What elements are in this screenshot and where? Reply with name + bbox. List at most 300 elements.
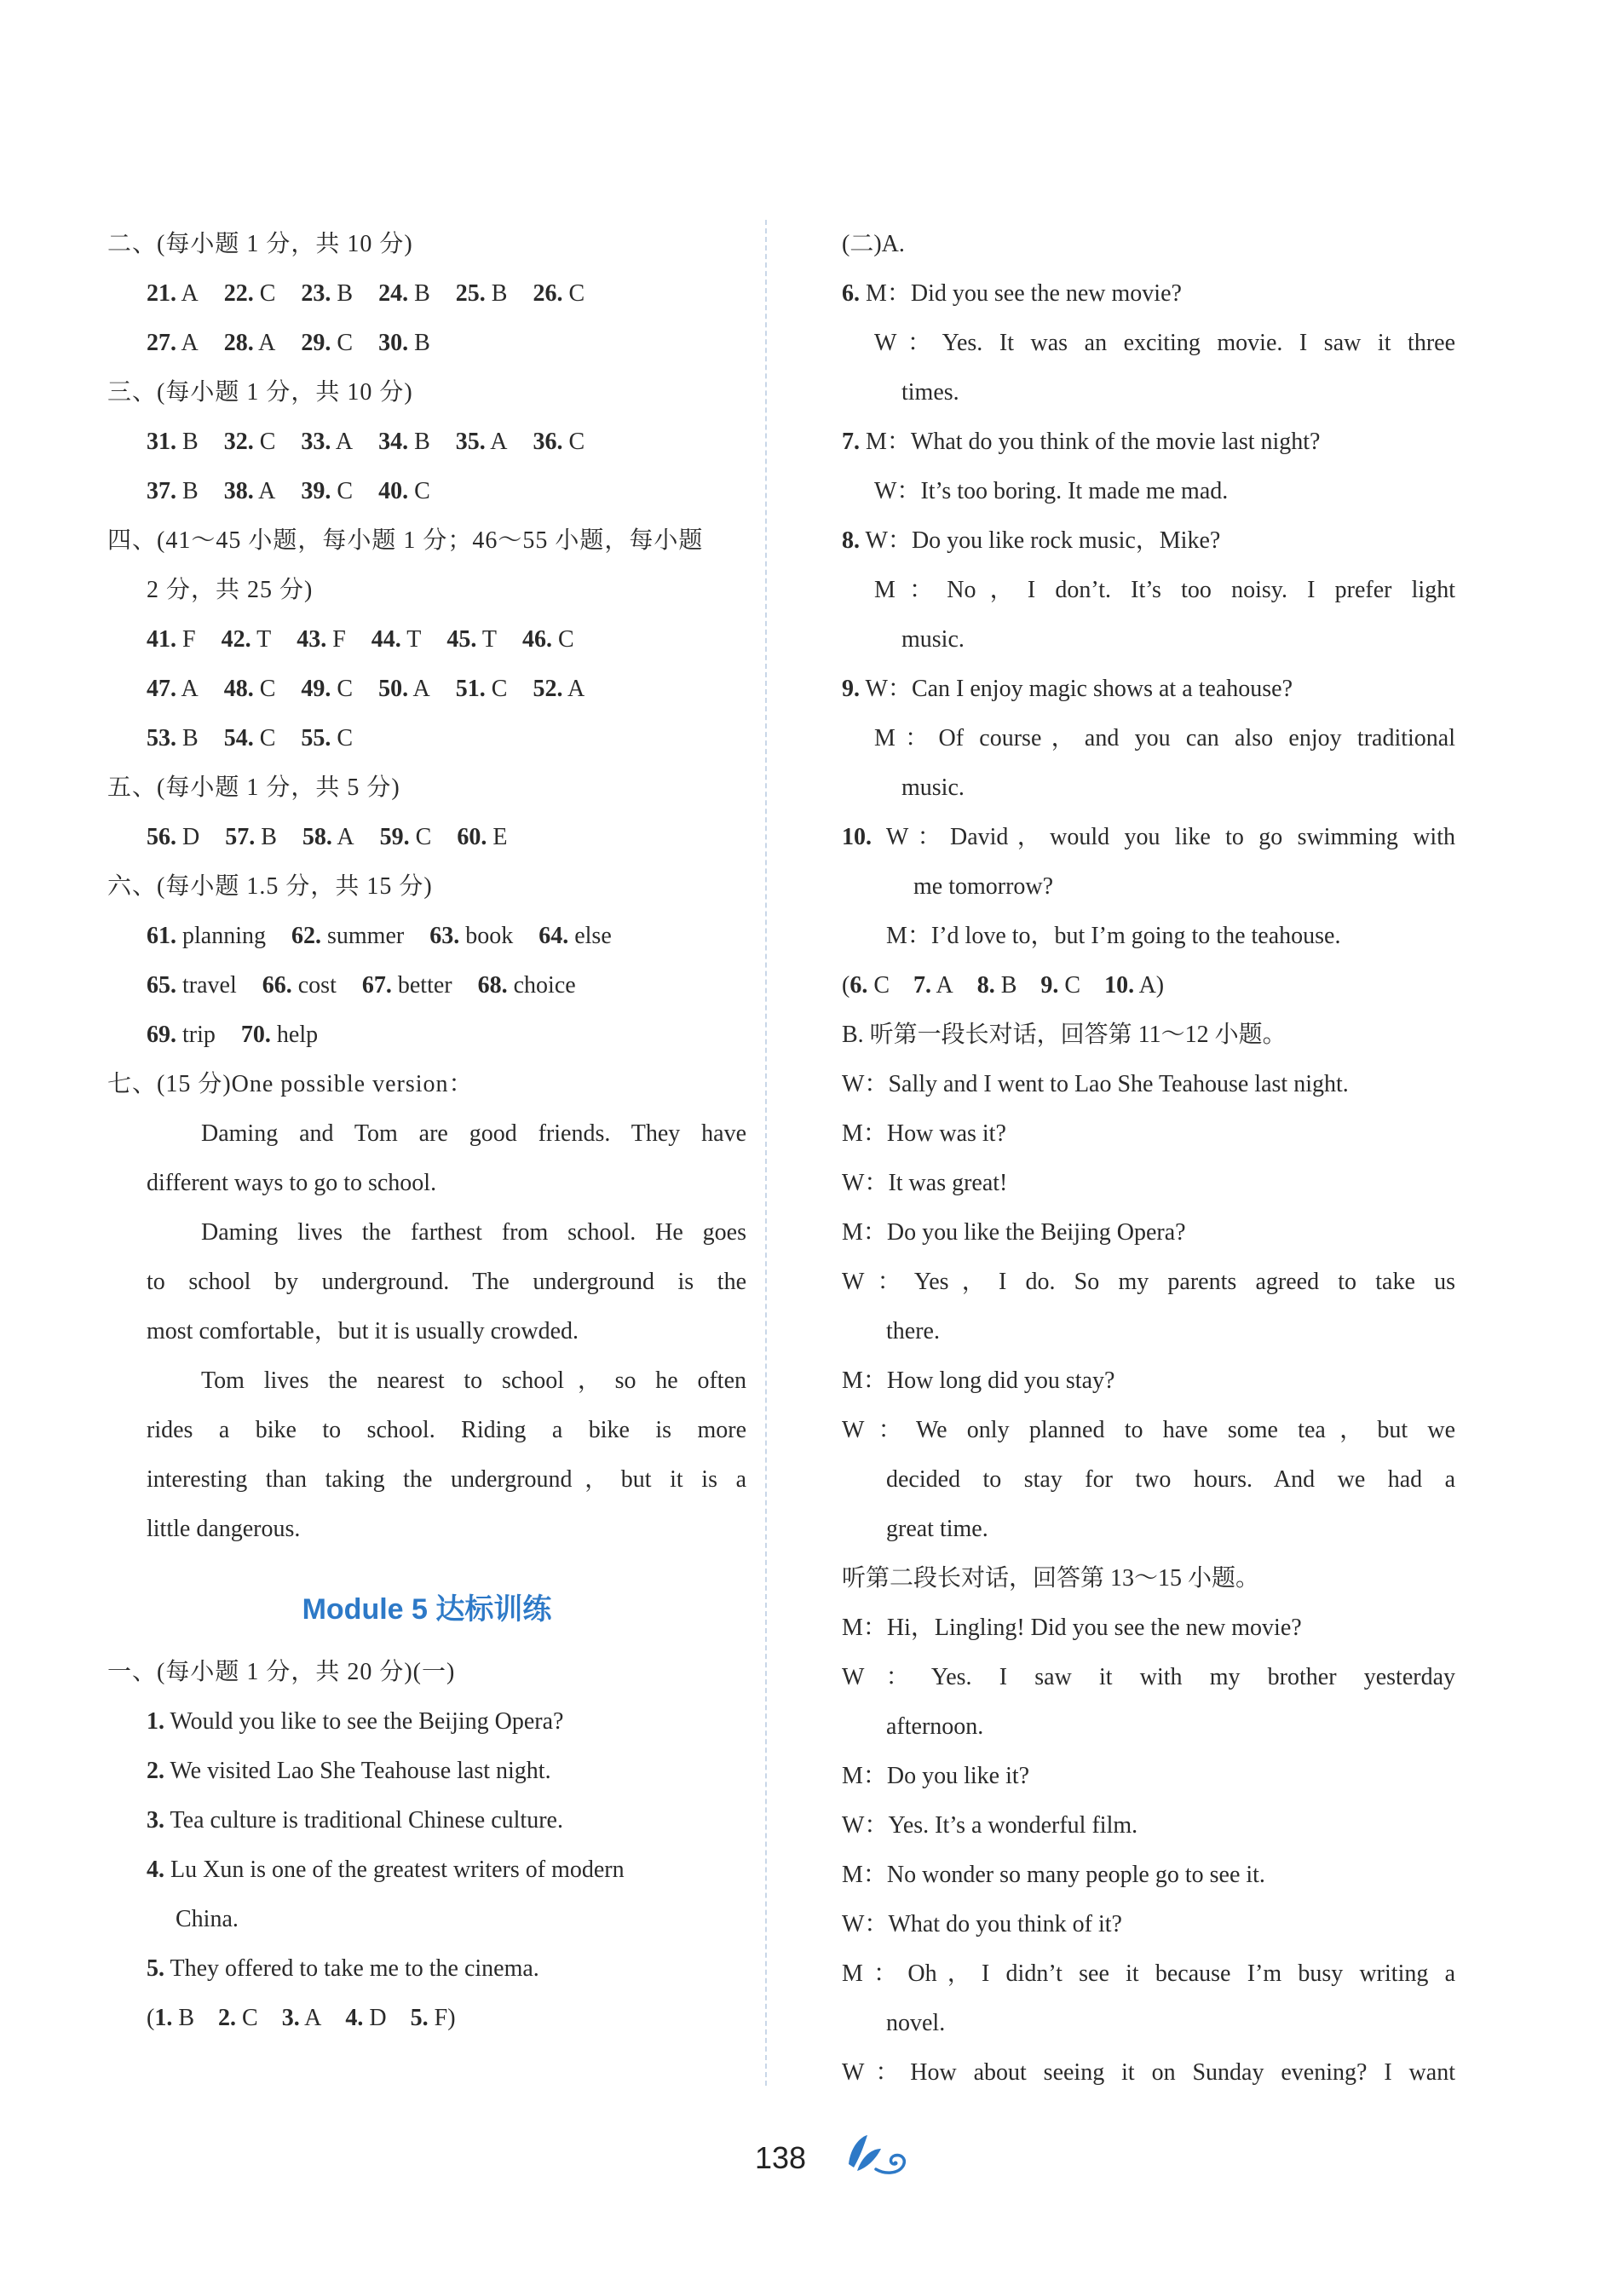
dialog-line [842,912,1455,961]
question-number: 56. [147,824,176,850]
question-number: 23. [301,280,331,307]
speaker: M： [842,1862,887,1888]
dialog-cont [842,1702,1455,1752]
answer-value: B [1000,972,1017,999]
section-heading-text: 四、(41～45 小题，每小题 1 分；46～55 小题，每小题 [107,527,704,554]
speaker: M： [842,1615,887,1641]
speaker: W： [865,676,912,702]
question-number: 10. [1104,972,1135,999]
answer-value: C [1064,972,1081,999]
answer-value: C [337,725,354,751]
speaker: W： [842,2059,911,2086]
answer-item [456,676,508,702]
question-number: 44. [371,626,401,653]
answer-item [533,429,585,455]
question-number: 7. [842,429,860,455]
answer-item [456,429,508,455]
dialog-cont [842,1307,1455,1356]
dialog-text: Do you like the Beijing Opera? [886,1219,1186,1246]
section-heading [107,1060,746,1109]
sentence-text: Would you like to see the Beijing Opera? [170,1708,564,1735]
essay-line [107,1406,746,1455]
dialog-text: Do you like it? [886,1763,1030,1789]
essay-line [107,1208,746,1258]
answer-item [538,923,612,949]
right-column [842,220,1455,2098]
dialog-text: It’s too boring. It made me mad. [920,478,1229,504]
question-number: 51. [455,676,486,702]
speaker: M： [866,280,911,307]
dialog-text: No，I don’t. It’s too noisy. I prefer light [947,577,1455,603]
answer-item [301,725,353,751]
answer-value: C [491,676,508,702]
sentence-text: They offered to take me to the cinema. [170,1955,539,1982]
answer-value: A [567,676,585,702]
answer-item [224,280,276,307]
answer-item [522,626,574,653]
section-heading-cont-text: 2 分，共 25 分) [147,577,314,603]
answer-row [107,615,746,665]
answer-item [241,1022,318,1048]
dialog-line [842,1851,1455,1900]
answer-value: C [568,429,585,455]
answer-value: A [258,478,276,504]
left-column [107,220,746,2043]
answer-item [222,626,272,653]
question-number: 63. [429,923,460,949]
question-number: 25. [455,280,486,307]
answer-row [107,912,746,961]
sentence-text: We visited Lao She Teahouse last night. [170,1758,551,1784]
dialog-text: What do you think of it? [888,1911,1122,1937]
answer-item [302,824,354,850]
speaker: W： [842,1911,889,1937]
sentence-line [107,1944,746,1994]
section-heading-text: 一、(每小题 1 分，共 20 分)(一) [107,1659,456,1685]
answer-value: F [434,2005,448,2031]
speaker: M： [874,725,939,751]
speaker: W： [842,1071,889,1097]
dialog-text: Yes. It was an exciting movie. I saw it three [942,330,1455,356]
answer-value: C [337,478,354,504]
answer-item [301,330,353,356]
question-number: 49. [301,676,331,702]
question-number: 28. [223,330,254,356]
answer-item [147,478,199,504]
answer-item [301,429,353,455]
essay-text: little dangerous. [147,1516,301,1542]
question-number: 24. [378,280,409,307]
section-heading [842,1554,1455,1603]
answer-value: B [491,280,508,307]
dialog-text: How long did you stay? [886,1367,1115,1394]
answer-item [378,429,430,455]
question-number: 67. [361,972,392,999]
speaker: M： [842,1960,908,1987]
dialog-line [842,1258,1455,1307]
dialog-line [842,1801,1455,1851]
answer-item [362,972,452,999]
answer-value: C [337,330,354,356]
answer-value: C [259,725,276,751]
question-number: 3. [281,2005,300,2031]
answer-value: help [276,1022,319,1048]
answer-value: B [261,824,277,850]
answer-value: B [182,725,199,751]
dialog-text: No wonder so many people go to see it. [886,1862,1265,1888]
dialog-line [842,1060,1455,1109]
question-number: 45. [446,626,477,653]
answer-value: A [181,676,199,702]
answer-value: C [568,280,585,307]
essay-line [107,1258,746,1307]
dialog-text: Of course，and you can also enjoy traditional [938,725,1455,751]
answer-value: trip [182,1022,216,1048]
answer-item [147,676,199,702]
question-number: 9. [1040,972,1059,999]
question-number: 48. [223,676,254,702]
dialog-cont [842,862,1455,912]
question-number: 70. [240,1022,271,1048]
dialog-text: It was great! [888,1170,1008,1196]
dialog-text: music. [901,626,965,653]
dialog-text: there. [886,1318,940,1344]
question-number: 41. [147,626,176,653]
answer-value: cost [297,972,337,999]
question-number: 8. [842,527,860,554]
answer-item [380,824,432,850]
section-heading [107,1648,746,1697]
module-title: Module 5 达标训练 [302,1593,552,1626]
answer-item [147,824,199,850]
page-number: 138 [754,2140,807,2175]
essay-text: to school by underground. The underground is the [147,1269,746,1295]
dialog-text: me tomorrow? [913,873,1054,900]
answer-value: A [181,330,199,356]
answer-value: T [481,626,497,653]
answer-value: planning [182,923,266,949]
answer-item [301,280,353,307]
answer-item [378,478,430,504]
answer-value: T [406,626,422,653]
answer-row [107,417,746,467]
answer-row [107,813,746,862]
question-number: 43. [297,626,327,653]
answer-value: C [259,676,276,702]
answer-value: D [182,824,200,850]
speaker: W： [874,330,942,356]
question-number: 35. [455,429,486,455]
answer-row [107,1994,746,2043]
answer-value: B [178,2005,195,2031]
answer-value: choice [513,972,576,999]
answer-row [842,961,1455,1010]
question-number: 21. [147,280,176,307]
essay-line [107,1159,746,1208]
dialog-line [842,1949,1455,1999]
dialog-line [842,516,1455,566]
question-number: 62. [291,923,321,949]
answer-row [107,1010,746,1060]
section-heading-text: 七、(15 分)One possible version： [107,1071,474,1097]
question-number: 6. [842,280,860,307]
sentence-text: Tea culture is traditional Chinese culture. [170,1807,563,1834]
sentence-line [107,1697,746,1747]
dialog-line [842,665,1455,714]
dialog-line [842,566,1455,615]
speaker: M： [866,429,911,455]
answer-value: T [256,626,272,653]
answer-value: A [1138,972,1156,999]
section-heading [107,516,746,566]
dialog-line [842,417,1455,467]
sentence-line [107,1747,746,1796]
question-number: 66. [262,972,292,999]
paren-close: ) [447,2005,456,2031]
dialog-text: We only planned to have some tea，but we [915,1417,1455,1443]
question-number: 22. [223,280,254,307]
answer-item [147,330,199,356]
speaker: M： [874,577,947,603]
speaker: M： [886,923,931,949]
answer-value: A [337,824,354,850]
question-number: 60. [457,824,487,850]
dialog-line [842,714,1455,763]
question-number: 64. [538,923,569,949]
answer-value: E [492,824,508,850]
answer-value: C [873,972,890,999]
question-number: 9. [842,676,860,702]
sentence-number: 4. [147,1857,164,1883]
answer-item [301,478,353,504]
question-number: 29. [301,330,331,356]
dialog-line [842,1603,1455,1653]
dialog-line [842,319,1455,368]
essay-line [107,1505,746,1554]
dialog-text: How about seeing it on Sunday evening? I want [910,2059,1455,2086]
dialog-text: Hi，Lingling! Did you see the new movie? [886,1615,1302,1641]
answer-item [456,280,508,307]
question-number: 30. [378,330,409,356]
answer-item [147,972,237,999]
answer-value: travel [182,972,237,999]
answer-item [446,626,497,653]
answer-item [533,280,585,307]
question-number: 4. [345,2005,364,2031]
question-number: 68. [477,972,508,999]
answer-value: book [465,923,514,949]
dialog-text: Yes，I do. So my parents agreed to take us [913,1269,1455,1295]
dialog-text: What do you think of the movie last night? [910,429,1321,455]
answer-row [107,269,746,319]
answer-row [107,714,746,763]
question-number: 65. [147,972,176,999]
answer-item [147,280,199,307]
section-heading-cont [107,566,746,615]
dialog-line [842,813,1455,862]
speaker: W： [842,1170,889,1196]
dialog-line [842,1406,1455,1455]
section-heading-text: 听第二段长对话，回答第 13～15 小题。 [842,1565,1260,1592]
essay-text: rides a bike to school. Riding a bike is more [147,1417,746,1443]
answer-row [107,319,746,368]
answer-value: A [258,330,276,356]
answer-value: C [337,676,354,702]
dialog-line [842,1356,1455,1406]
question-number: 57. [225,824,256,850]
essay-line [107,1109,746,1159]
sentence-number: 5. [147,1955,164,1982]
dialog-text: David，would you like to go swimming with [949,824,1455,850]
dialog-line [842,1900,1455,1949]
answer-value: A [490,429,508,455]
answer-item [297,626,346,653]
question-number: 31. [147,429,176,455]
essay-text: Tom lives the nearest to school，so he often [201,1367,746,1394]
answer-value: summer [327,923,405,949]
dialog-text: novel. [886,2010,946,2036]
answer-value: B [414,429,430,455]
section-heading [107,368,746,417]
dialog-line [842,1159,1455,1208]
answer-item [378,330,430,356]
answer-row [107,961,746,1010]
answer-item [224,676,276,702]
section-heading [107,862,746,912]
dialog-line [842,2048,1455,2098]
answer-row [107,665,746,714]
answer-value: C [242,2005,258,2031]
question-number: 7. [913,972,932,999]
dialog-cont [842,368,1455,417]
answer-value: C [557,626,574,653]
dialog-text: music. [901,774,965,801]
question-number: 36. [533,429,563,455]
paren-open: ( [147,2005,155,2031]
question-number: 33. [301,429,331,455]
dialog-line [842,1109,1455,1159]
answer-item [225,824,277,850]
essay-line [107,1307,746,1356]
question-number: 39. [301,478,331,504]
essay-text: most comfortable，but it is usually crowded. [147,1318,579,1344]
answer-item [291,923,404,949]
question-number: 2. [218,2005,237,2031]
question-number: 38. [223,478,254,504]
question-number: 5. [410,2005,429,2031]
dialog-cont [842,1455,1455,1505]
dialog-cont [842,1505,1455,1554]
speaker: W： [842,1664,931,1690]
question-number: 69. [147,1022,176,1048]
answer-value: A [936,972,953,999]
dialog-cont [842,1999,1455,2048]
section-heading-text: 六、(每小题 1.5 分，共 15 分) [107,873,433,900]
answer-item [224,725,276,751]
question-number: 52. [533,676,563,702]
question-number: 46. [521,626,552,653]
dialog-text: decided to stay for two hours. And we had a [886,1466,1455,1493]
question-number: 42. [221,626,251,653]
speaker: M： [842,1219,887,1246]
essay-line [107,1455,746,1505]
speaker: M： [842,1763,887,1789]
section-heading-text: B. 听第一段长对话，回答第 11～12 小题。 [842,1022,1287,1048]
sentence-number: 2. [147,1758,164,1784]
speaker: W： [842,1269,914,1295]
speaker: W： [865,527,912,554]
question-number: 37. [147,478,176,504]
answer-item [533,676,585,702]
essay-line [107,1356,746,1406]
answer-value: F [182,626,196,653]
dialog-text: great time. [886,1516,988,1542]
dialog-text: times. [901,379,959,406]
answer-value: else [574,923,612,949]
question-number: 6. [849,972,868,999]
dialog-text: How was it? [886,1120,1006,1147]
dialog-cont [842,615,1455,665]
section-heading-text: (二)A. [842,231,905,257]
question-number: 27. [147,330,176,356]
question-number: 58. [302,824,332,850]
answer-item [378,676,430,702]
dialog-text: Oh，I didn’t see it because I’m busy writing a [907,1960,1455,1987]
answer-value: C [414,478,430,504]
answer-item [478,972,576,999]
leaf-swirl-icon [842,2130,919,2178]
answer-value: C [259,280,276,307]
speaker: W： [885,824,950,850]
sentence-cont [107,1895,746,1944]
speaker: W： [874,478,921,504]
section-heading [107,763,746,813]
question-number: 32. [223,429,254,455]
question-number: 1. [154,2005,173,2031]
essay-text: interesting than taking the underground，but it is a [147,1466,746,1493]
answer-value: D [369,2005,387,2031]
dialog-line [842,1653,1455,1702]
dialog-line [842,269,1455,319]
answer-item [262,972,337,999]
dialog-text: Do you like rock music，Mike? [911,527,1221,554]
sentence-text: Lu Xun is one of the greatest writers of modern [170,1857,625,1883]
question-number: 47. [147,676,176,702]
dialog-text: I’d love to，but I’m going to the teahouse. [930,923,1341,949]
answer-value: B [414,280,430,307]
sentence-line [107,1845,746,1895]
answer-item [147,429,199,455]
question-number: 59. [379,824,410,850]
answer-row [107,467,746,516]
speaker: M： [842,1120,887,1147]
answer-value: B [182,429,199,455]
dialog-cont [842,763,1455,813]
section-heading [107,220,746,269]
dialog-line [842,467,1455,516]
paren-close: ) [1155,972,1165,999]
answer-item [457,824,507,850]
answer-item [301,676,353,702]
paren-open: ( [842,972,850,999]
answer-value: better [397,972,452,999]
answer-item [378,280,430,307]
essay-text: different ways to go to school. [147,1170,437,1196]
section-heading [842,220,1455,269]
answer-value: C [259,429,276,455]
speaker: M： [842,1367,887,1394]
answer-value: B [414,330,430,356]
